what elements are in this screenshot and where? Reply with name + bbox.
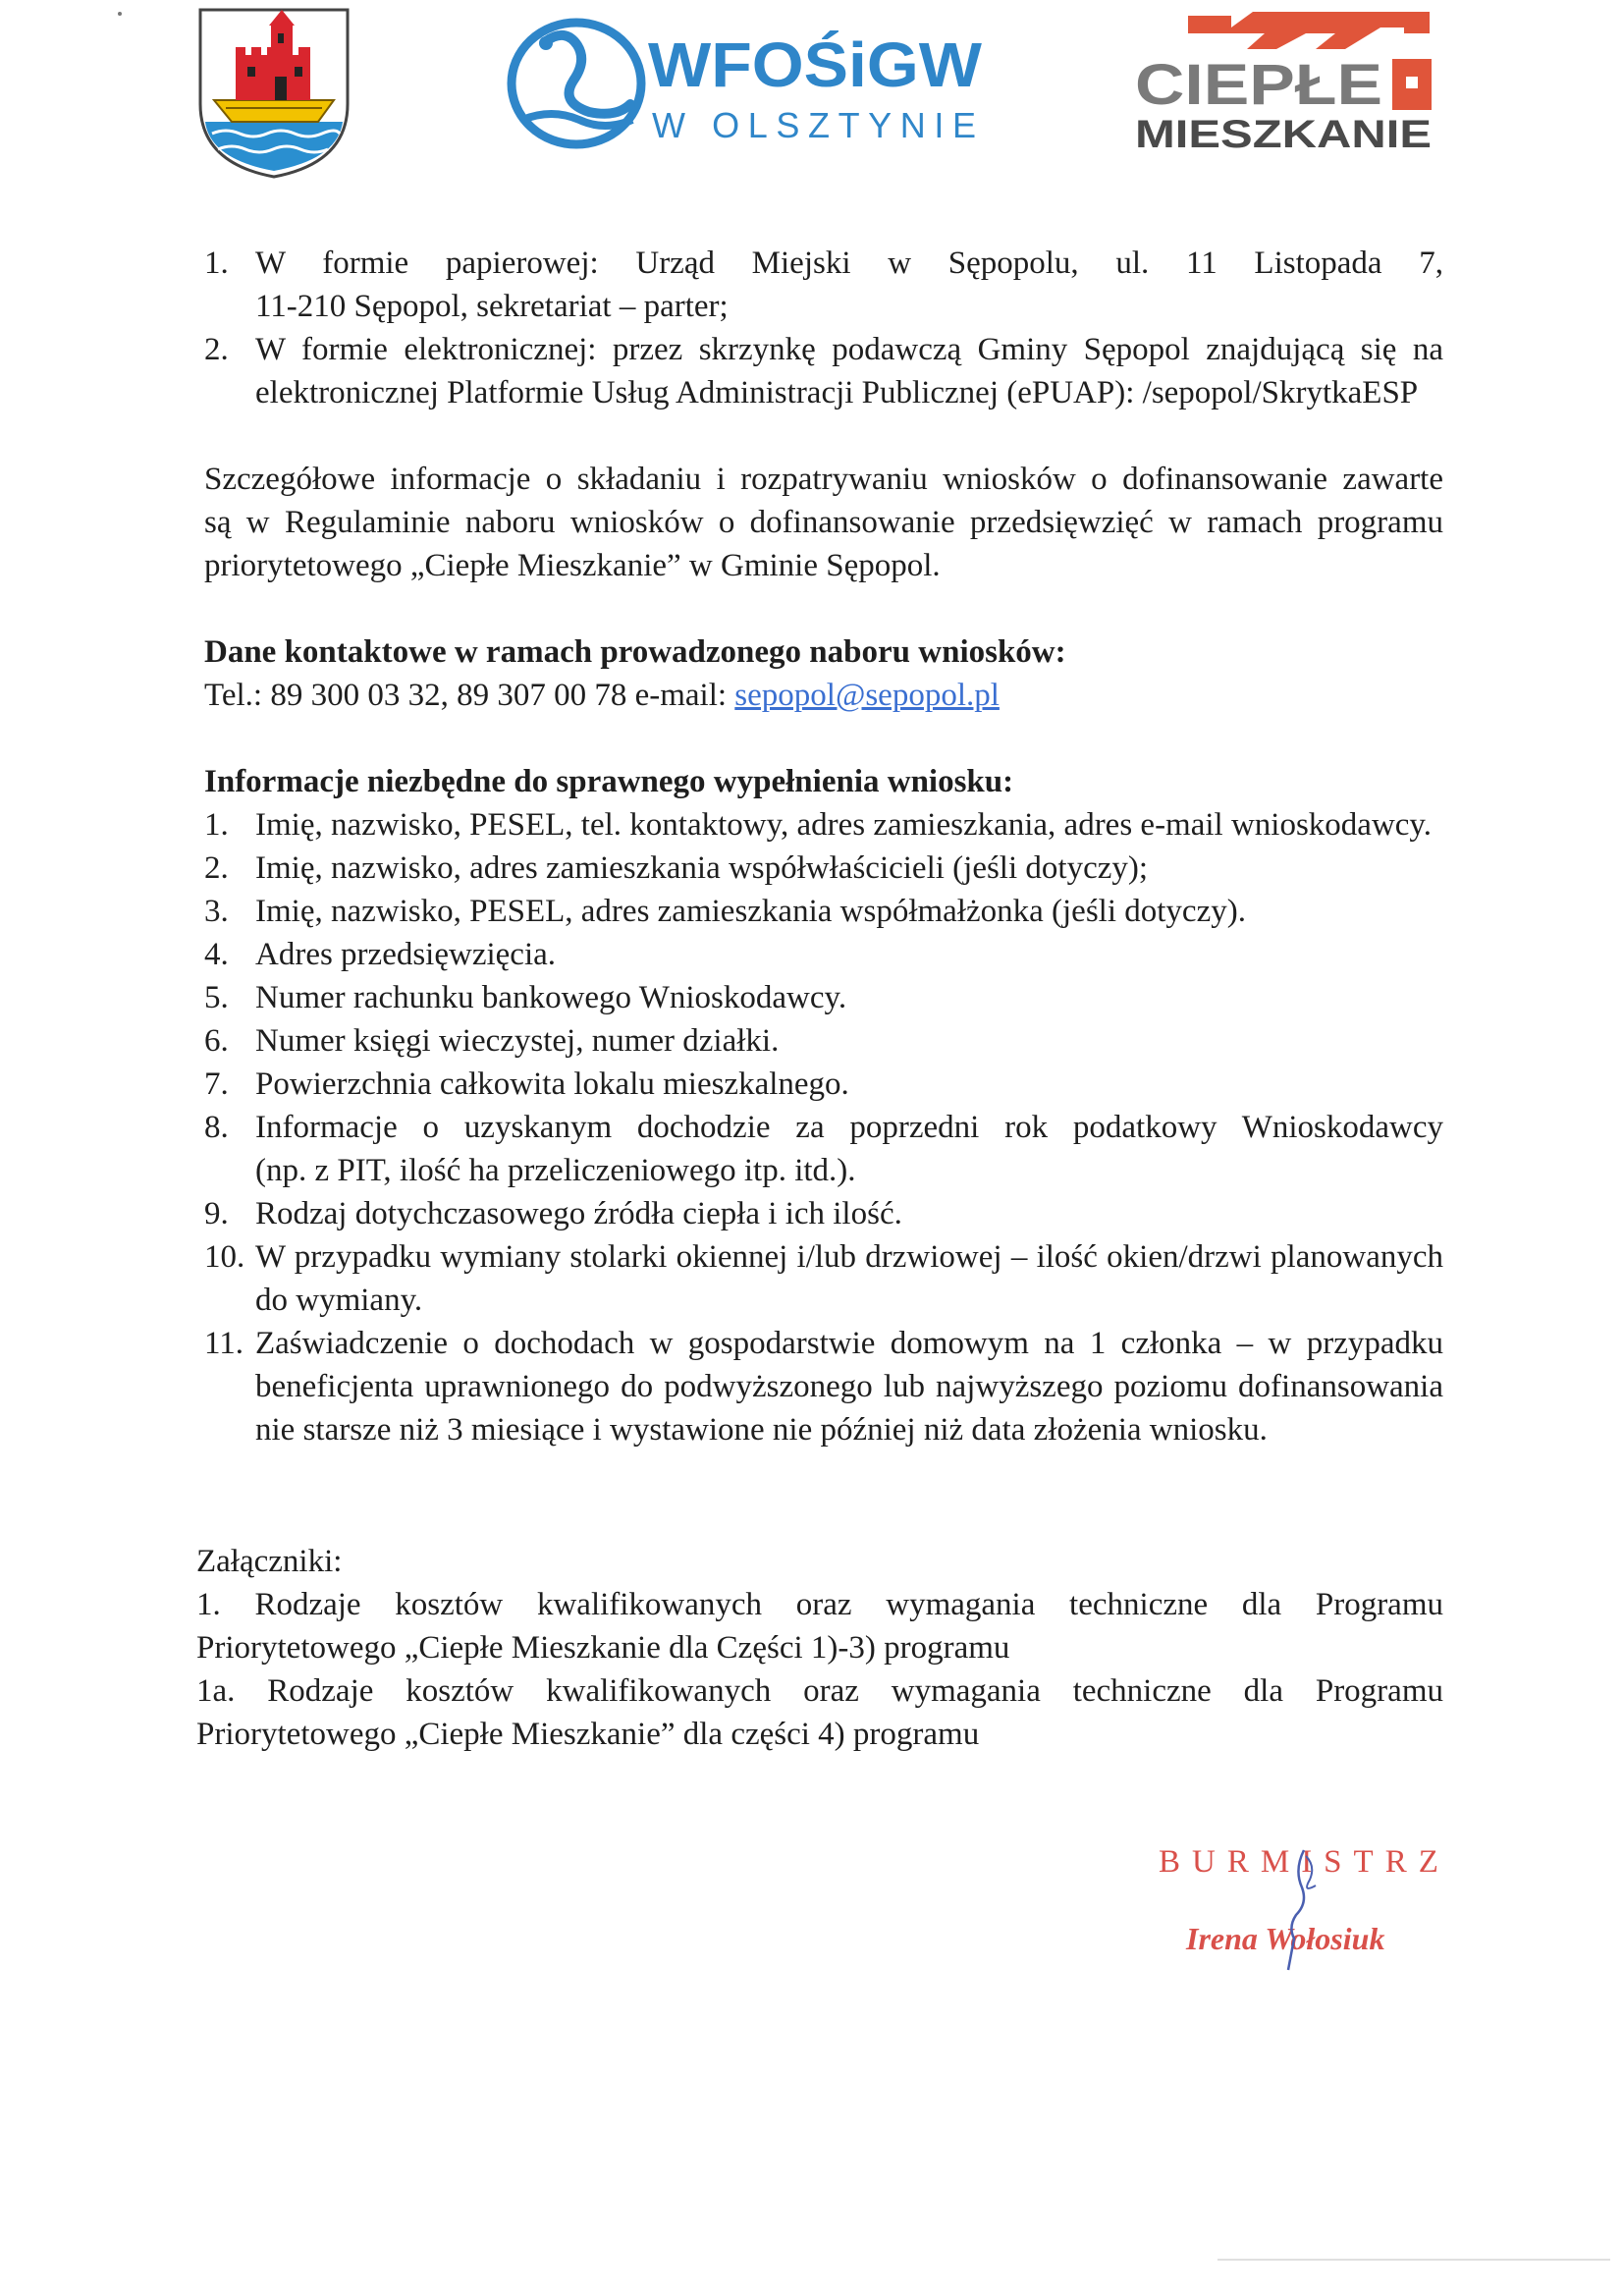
list-number: 4.	[204, 937, 229, 972]
list-item	[204, 1235, 1443, 1322]
list-item	[204, 1063, 1443, 1106]
list-item-text: do wymiany.	[255, 1283, 423, 1318]
attachment-line: Priorytetowego „Ciepłe Mieszkanie” dla części 4) programu	[196, 1717, 980, 1752]
list-item-text: Zaświadczenie o dochodach w gospodarstwie domowym na 1 członka – w przypadku	[255, 1326, 1443, 1361]
list-item	[204, 1322, 1443, 1451]
list-item-text: W formie papierowej: Urząd Miejski w Sępopolu, ul. 11 Listopada 7,	[255, 246, 1443, 281]
list-item	[204, 1019, 1443, 1063]
paragraph-line: priorytetowego „Ciepłe Mieszkanie” w Gminie Sępopol.	[204, 548, 941, 583]
list-item-text: Imię, nazwisko, PESEL, adres zamieszkania współmałżonka (jeśli dotyczy).	[255, 894, 1246, 929]
signature-name: Irena Wołosiuk	[1186, 1921, 1385, 1956]
program-line2-text: MIESZKANIE	[1135, 113, 1432, 153]
list-item-text: W przypadku wymiany stolarki okiennej i/lub drzwiowej – ilość okien/drzwi planowanych	[255, 1239, 1443, 1275]
list-item	[204, 242, 1443, 328]
required-info-list	[204, 803, 1443, 1451]
wfos-city-text: W OLSZTYNIE	[652, 105, 976, 145]
required-info-heading-block	[204, 760, 1443, 803]
signature-stamp	[1159, 1836, 1473, 2003]
scan-speck	[118, 12, 122, 16]
list-number: 3.	[204, 894, 229, 929]
list-number: 1.	[204, 807, 229, 843]
list-number: 6.	[204, 1023, 229, 1059]
wfosigw-logo	[503, 10, 994, 157]
signature-title: BURMISTRZ	[1159, 1844, 1450, 1880]
list-item	[204, 1106, 1443, 1192]
attachment-line: 1a. Rodzaje kosztów kwalifikowanych oraz wymagania techniczne dla Programu	[196, 1673, 1443, 1709]
attachments-section	[196, 1540, 1443, 1756]
required-info-heading: Informacje niezbędne do sprawnego wypełnienia wniosku:	[204, 764, 1014, 799]
list-number: 5.	[204, 980, 229, 1015]
details-paragraph	[204, 458, 1443, 587]
list-item	[204, 847, 1443, 890]
municipal-crest-logo	[196, 6, 352, 181]
list-item-text: (np. z PIT, ilość ha przeliczeniowego itp. itd.).	[255, 1153, 856, 1188]
contact-phone-text: Tel.: 89 300 03 32, 89 307 00 78 e-mail:	[204, 678, 735, 713]
paragraph-line: są w Regulaminie naboru wniosków o dofinansowanie przedsięwzięć w ramach programu	[204, 505, 1443, 540]
list-item	[204, 803, 1443, 847]
email-link[interactable]: sepopol@sepopol.pl	[734, 678, 1000, 713]
list-item-text: Adres przedsięwzięcia.	[255, 937, 557, 972]
list-item-text: elektronicznej Platformie Usług Administracji Publicznej (ePUAP): /sepopol/SkrytkaESP	[255, 375, 1419, 410]
list-item-text: Numer księgi wieczystej, numer działki.	[255, 1023, 780, 1059]
list-number: 1.	[204, 246, 229, 281]
list-number: 11.	[204, 1326, 244, 1361]
ciepl-mieszkanie-logo	[1129, 6, 1439, 153]
list-item-text: nie starsze niż 3 miesiące i wystawione nie później niż data złożenia wniosku.	[255, 1412, 1268, 1448]
list-item	[204, 1192, 1443, 1235]
list-item-text: Rodzaj dotychczasowego źródła ciepła i ich ilość.	[255, 1196, 902, 1231]
list-item-text: beneficjenta uprawnionego do podwyższonego lub najwyższego poziomu dofinansowania	[255, 1369, 1443, 1404]
program-line1-text: CIEPŁE	[1135, 53, 1382, 117]
list-item	[204, 328, 1443, 414]
handwritten-signature	[1159, 1836, 1473, 2003]
list-item	[204, 933, 1443, 976]
list-number: 9.	[204, 1196, 229, 1231]
scan-edge-line	[1217, 2259, 1610, 2261]
list-item-text: 11-210 Sępopol, sekretariat – parter;	[255, 289, 729, 324]
list-item-text: Informacje o uzyskanym dochodzie za poprzedni rok podatkowy Wnioskodawcy	[255, 1110, 1443, 1145]
list-item-text: W formie elektronicznej: przez skrzynkę podawczą Gminy Sępopol znajdującą się na	[255, 332, 1443, 367]
list-item	[204, 976, 1443, 1019]
contact-heading: Dane kontaktowe w ramach prowadzonego naboru wniosków:	[204, 634, 1066, 670]
list-item-text: Imię, nazwisko, PESEL, tel. kontaktowy, adres zamieszkania, adres e-mail wnioskodawcy.	[255, 807, 1433, 843]
list-number: 2.	[204, 332, 229, 367]
wfos-name-text: WFOŚiGW	[648, 29, 983, 100]
list-number: 7.	[204, 1066, 229, 1102]
list-item	[204, 890, 1443, 933]
list-item-text: Powierzchnia całkowita lokalu mieszkalnego.	[255, 1066, 849, 1102]
list-item-text: Numer rachunku bankowego Wnioskodawcy.	[255, 980, 847, 1015]
list-item-text: Imię, nazwisko, adres zamieszkania współwłaścicieli (jeśli dotyczy);	[255, 850, 1149, 886]
list-number: 8.	[204, 1110, 229, 1145]
attachment-line: 1. Rodzaje kosztów kwalifikowanych oraz wymagania techniczne dla Programu	[196, 1587, 1443, 1622]
list-number: 2.	[204, 850, 229, 886]
paragraph-line: Szczegółowe informacje o składaniu i rozpatrywaniu wniosków o dofinansowanie zawarte	[204, 462, 1443, 497]
contact-line	[204, 674, 1443, 717]
submission-methods-list	[204, 242, 1443, 414]
list-number: 10.	[204, 1239, 245, 1275]
attachments-heading: Załączniki:	[196, 1544, 343, 1579]
attachment-line: Priorytetowego „Ciepłe Mieszkanie dla Części 1)-3) programu	[196, 1630, 1010, 1666]
contact-section	[204, 630, 1443, 717]
